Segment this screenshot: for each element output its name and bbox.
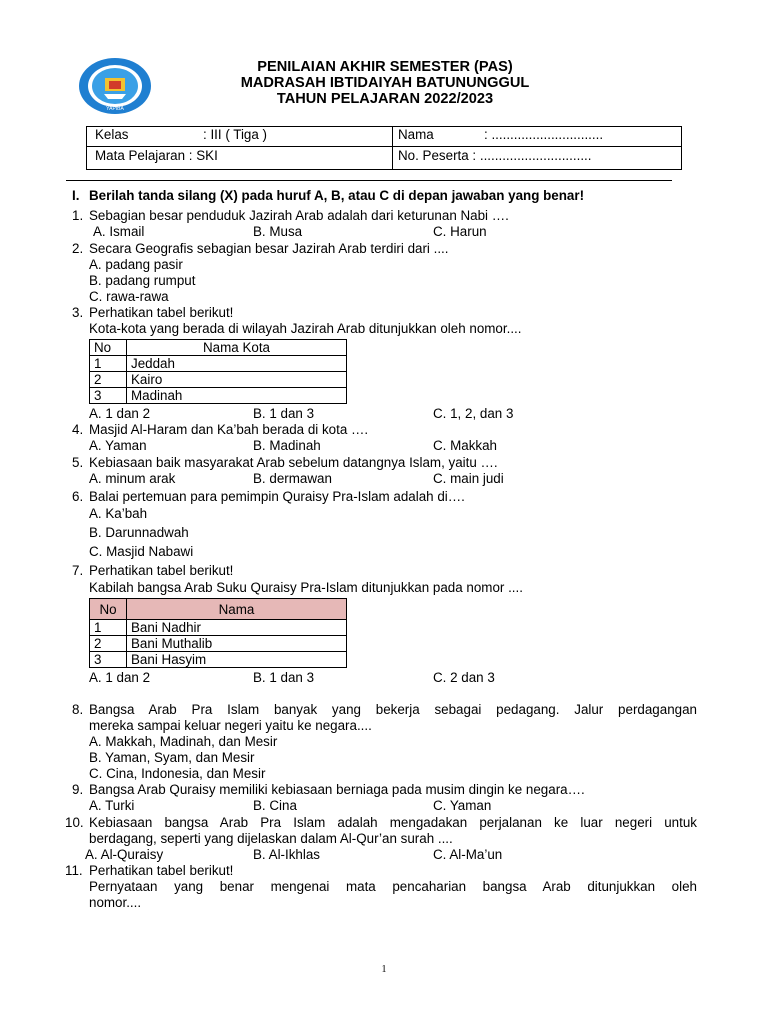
q11-number: 11. bbox=[65, 863, 83, 878]
header-divider bbox=[66, 180, 672, 181]
no-peserta-field[interactable]: No. Peserta : .............................. bbox=[398, 148, 592, 163]
q4-option-b[interactable]: B. Madinah bbox=[253, 438, 321, 453]
table-cell-name: Bani Muthalib bbox=[127, 636, 347, 652]
q2-text: Secara Geografis sebagian besar Jazirah Arab terdiri dari .... bbox=[89, 241, 449, 256]
q2-option-a[interactable]: A. padang pasir bbox=[89, 257, 183, 272]
q2-option-c[interactable]: C. rawa-rawa bbox=[89, 289, 169, 304]
table-header-row bbox=[90, 599, 347, 620]
section-instruction: Berilah tanda silang (X) pada huruf A, B, atau C di depan jawaban yang benar! bbox=[89, 188, 585, 203]
q3-text: Perhatikan tabel berikut! bbox=[89, 305, 234, 320]
mata-pelajaran: Mata Pelajaran : SKI bbox=[95, 148, 218, 163]
q6-option-a[interactable]: A. Ka’bah bbox=[89, 506, 148, 521]
q9-option-c[interactable]: C. Yaman bbox=[433, 798, 492, 813]
table-cell-no: 3 bbox=[90, 652, 127, 668]
q9-number: 9. bbox=[72, 782, 84, 797]
header-line-1: PENILAIAN AKHIR SEMESTER (PAS) bbox=[257, 59, 513, 75]
q7-text-2: Kabilah bangsa Arab Suku Quraisy Pra-Islam ditunjukkan pada nomor .... bbox=[89, 580, 523, 595]
kelas-value: : III ( Tiga ) bbox=[203, 127, 267, 142]
table-header-name: Nama Kota bbox=[127, 340, 347, 356]
table-header-no: No bbox=[90, 340, 127, 356]
q7-tribe-table bbox=[89, 598, 347, 668]
q1-text: Sebagian besar penduduk Jazirah Arab adalah dari keturunan Nabi …. bbox=[89, 208, 509, 223]
q11-text-line-1: Pernyataan yang benar mengenai mata pencaharian bangsa Arab ditunjukkan oleh bbox=[89, 879, 697, 894]
q11-text: Perhatikan tabel berikut! bbox=[89, 863, 234, 878]
table-row bbox=[90, 388, 347, 404]
q9-option-a[interactable]: A. Turki bbox=[89, 798, 135, 813]
q1-number: 1. bbox=[72, 208, 84, 223]
q8-text-line-1: Bangsa Arab Pra Islam banyak yang bekerja sebagai pedagang. Jalur perdagangan bbox=[89, 702, 697, 717]
q8-option-a[interactable]: A. Makkah, Madinah, dan Mesir bbox=[89, 734, 278, 749]
q5-option-b[interactable]: B. dermawan bbox=[253, 471, 332, 486]
q4-number: 4. bbox=[72, 422, 84, 437]
header-line-3: TAHUN PELAJARAN 2022/2023 bbox=[276, 91, 494, 107]
q7-option-c[interactable]: C. 2 dan 3 bbox=[433, 670, 495, 685]
school-logo bbox=[78, 57, 152, 115]
table-row bbox=[90, 372, 347, 388]
q5-option-a[interactable]: A. minum arak bbox=[89, 471, 176, 486]
q6-option-c[interactable]: C. Masjid Nabawi bbox=[89, 544, 194, 559]
q10-option-c[interactable]: C. Al-Ma’un bbox=[433, 847, 503, 862]
table-row bbox=[90, 620, 347, 636]
table-header-no: No bbox=[90, 599, 127, 620]
q9-option-b[interactable]: B. Cina bbox=[253, 798, 297, 813]
nama-label: Nama bbox=[398, 127, 434, 142]
kelas-label: Kelas bbox=[95, 127, 129, 142]
table-cell-no: 3 bbox=[90, 388, 127, 404]
q10-text-line-1: Kebiasaan bangsa Arab Pra Islam adalah mengadakan perjalanan ke luar negeri untuk bbox=[89, 815, 697, 830]
table-row bbox=[90, 636, 347, 652]
q5-number: 5. bbox=[72, 455, 84, 470]
q6-text: Balai pertemuan para pemimpin Quraisy Pra-Islam adalah di…. bbox=[89, 489, 465, 504]
q3-city-table bbox=[89, 339, 347, 404]
q11-text-line-2: nomor.... bbox=[89, 895, 142, 910]
q10-option-a[interactable]: A. Al-Quraisy bbox=[85, 847, 164, 862]
table-cell-no: 2 bbox=[90, 636, 127, 652]
q3-number: 3. bbox=[72, 305, 84, 320]
q4-option-a[interactable]: A. Yaman bbox=[89, 438, 147, 453]
table-cell-name: Bani Nadhir bbox=[127, 620, 347, 636]
q8-option-c[interactable]: C. Cina, Indonesia, dan Mesir bbox=[89, 766, 266, 781]
q2-option-b[interactable]: B. padang rumput bbox=[89, 273, 196, 288]
q5-text: Kebiasaan baik masyarakat Arab sebelum datangnya Islam, yaitu …. bbox=[89, 455, 498, 470]
q4-option-c[interactable]: C. Makkah bbox=[433, 438, 497, 453]
table-header-name: Nama bbox=[127, 599, 347, 620]
q8-number: 8. bbox=[72, 702, 84, 717]
q6-option-b[interactable]: B. Darunnadwah bbox=[89, 525, 189, 540]
q3-option-a[interactable]: A. 1 dan 2 bbox=[89, 406, 151, 421]
q5-option-c[interactable]: C. main judi bbox=[433, 471, 504, 486]
q10-option-b[interactable]: B. Al-Ikhlas bbox=[253, 847, 320, 862]
table-row bbox=[90, 652, 347, 668]
q7-option-b[interactable]: B. 1 dan 3 bbox=[253, 670, 315, 685]
header-line-2: MADRASAH IBTIDAIYAH BATUNUNGGUL bbox=[240, 75, 530, 91]
table-cell-name: Madinah bbox=[127, 388, 347, 404]
table-header-row bbox=[90, 340, 347, 356]
q10-text-line-2: berdagang, seperti yang dijelaskan dalam Al-Qur’an surah .... bbox=[89, 831, 453, 846]
section-number: I. bbox=[72, 188, 80, 203]
q3-text-2: Kota-kota yang berada di wilayah Jazirah Arab ditunjukkan oleh nomor.... bbox=[89, 321, 522, 336]
q10-number: 10. bbox=[65, 815, 84, 830]
q4-text: Masjid Al-Haram dan Ka’bah berada di kota …. bbox=[89, 422, 369, 437]
q7-option-a[interactable]: A. 1 dan 2 bbox=[89, 670, 151, 685]
table-cell-no: 2 bbox=[90, 372, 127, 388]
table-cell-no: 1 bbox=[90, 356, 127, 372]
q3-option-b[interactable]: B. 1 dan 3 bbox=[253, 406, 315, 421]
q9-text: Bangsa Arab Quraisy memiliki kebiasaan berniaga pada musim dingin ke negara…. bbox=[89, 782, 585, 797]
table-cell-name: Jeddah bbox=[127, 356, 347, 372]
nama-field[interactable]: : .............................. bbox=[484, 127, 604, 142]
table-cell-name: Bani Hasyim bbox=[127, 652, 347, 668]
table-row bbox=[90, 356, 347, 372]
q1-option-c[interactable]: C. Harun bbox=[433, 224, 487, 239]
q2-number: 2. bbox=[72, 241, 84, 256]
q7-text: Perhatikan tabel berikut! bbox=[89, 563, 234, 578]
table-cell-name: Kairo bbox=[127, 372, 347, 388]
q1-option-a[interactable]: A. Ismail bbox=[93, 224, 145, 239]
page-number: 1 bbox=[381, 964, 387, 975]
logo-caption: YAPIBA bbox=[106, 106, 124, 112]
q7-number: 7. bbox=[72, 563, 84, 578]
table-cell-no: 1 bbox=[90, 620, 127, 636]
q8-option-b[interactable]: B. Yaman, Syam, dan Mesir bbox=[89, 750, 255, 765]
q1-option-b[interactable]: B. Musa bbox=[253, 224, 303, 239]
q6-number: 6. bbox=[72, 489, 84, 504]
q8-text-line-2: mereka sampai keluar negeri yaitu ke negara.... bbox=[89, 718, 372, 733]
q3-option-c[interactable]: C. 1, 2, dan 3 bbox=[433, 406, 514, 421]
